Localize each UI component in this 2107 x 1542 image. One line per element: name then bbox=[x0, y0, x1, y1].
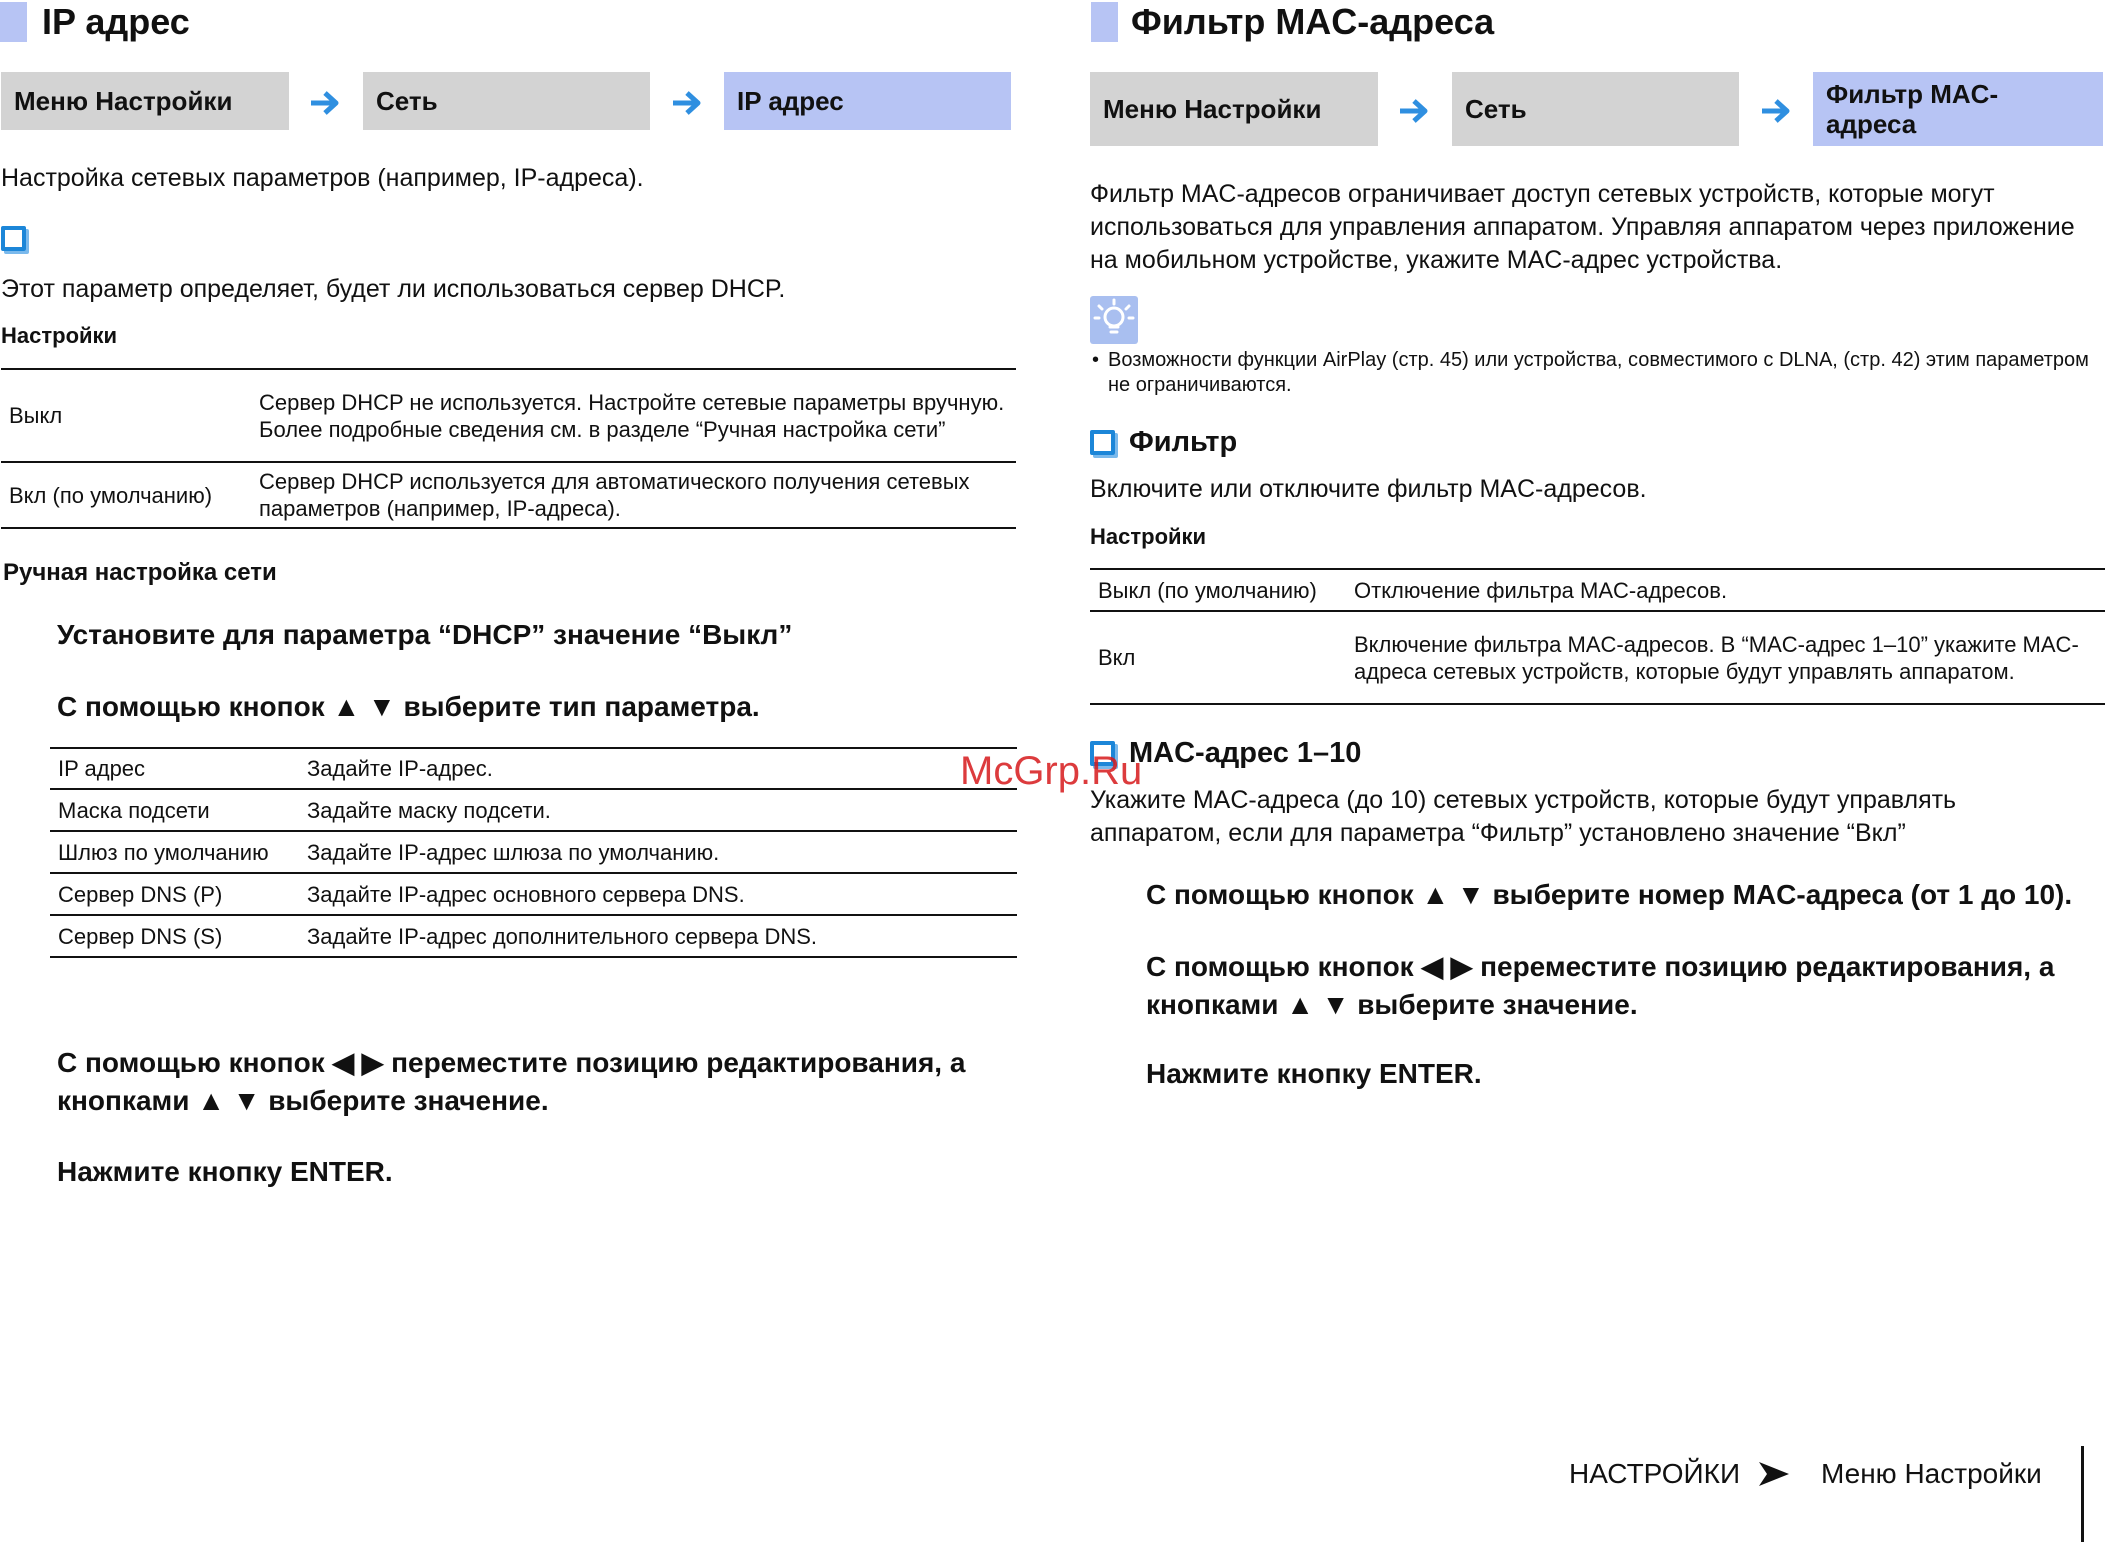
chevron-right-icon bbox=[1757, 1460, 1791, 1488]
arrow-right-icon bbox=[671, 89, 703, 117]
arrow-right-icon bbox=[1760, 97, 1792, 125]
footer-section-link[interactable]: НАСТРОЙКИ bbox=[1569, 1458, 1741, 1489]
page-title-ip: IP адрес bbox=[42, 1, 190, 42]
table-row bbox=[1090, 569, 2105, 611]
dhcp-description: Этот параметр определяет, будет ли использоваться сервер DHCP. bbox=[1, 275, 786, 303]
step-2: С помощью кнопок ◀ ▶ переместите позицию редактирования, а кнопками ▲ ▼ выберите значение. bbox=[1146, 951, 2055, 1020]
mac-address-heading-label: MAC-адрес 1–10 bbox=[1129, 737, 1362, 769]
footer-divider bbox=[2081, 1446, 2084, 1542]
table-cell-param: IP адрес bbox=[58, 756, 146, 781]
bullet-icon: • bbox=[1092, 349, 1100, 371]
table-row bbox=[1090, 611, 2105, 704]
filter-description: Включите или отключите фильтр MAC-адресов. bbox=[1090, 475, 1647, 503]
table-cell-setting: Вкл (по умолчанию) bbox=[9, 482, 213, 508]
tip-text: Возможности функции AirPlay (стр. 45) или устройства, совместимого с DLNA, (стр. 42) этим параметром не ограничиваются. bbox=[1108, 349, 2089, 396]
manual-setup-heading: Ручная настройка сети bbox=[3, 559, 277, 586]
filter-heading bbox=[1090, 425, 1237, 459]
table-cell-desc: Задайте IP-адрес дополнительного сервера DNS. bbox=[307, 923, 818, 949]
section-marker bbox=[0, 2, 27, 42]
table-cell-setting: Выкл bbox=[9, 403, 63, 428]
table-cell-setting: Вкл bbox=[1098, 645, 1136, 670]
page-title-mac: Фильтр MAC-адреса bbox=[1131, 1, 1495, 42]
step-3: Нажмите кнопку ENTER. bbox=[1146, 1058, 1482, 1089]
checkbox-icon bbox=[1090, 430, 1115, 455]
step-2: С помощью кнопок ▲ ▼ выберите тип параметра. bbox=[57, 691, 760, 722]
table-cell-desc: Задайте IP-адрес основного сервера DNS. bbox=[307, 881, 745, 907]
table-cell-desc: Сервер DHCP используется для автоматического получения сетевых параметров (например, IP-адреса). bbox=[259, 469, 970, 521]
mac-address-description: Укажите MAC-адреса (до 10) сетевых устройств, которые будут управлять аппаратом, если для параметра “Фильтр” установлено значение “Вкл” bbox=[1090, 786, 1957, 847]
watermark: McGrp.Ru bbox=[960, 749, 1143, 793]
table-cell-desc: Сервер DHCP не используется. Настройте сетевые параметры вручную. Более подробные сведения см. в разделе “Ручная настройка сети” bbox=[259, 389, 1005, 442]
dhcp-table bbox=[1, 368, 1016, 529]
lightbulb-icon bbox=[1090, 296, 1138, 344]
table-row bbox=[50, 831, 1017, 873]
footer-page-link[interactable]: Меню Настройки bbox=[1821, 1458, 2042, 1489]
arrow-right-icon bbox=[1398, 97, 1430, 125]
table-cell-param: Сервер DNS (S) bbox=[58, 923, 223, 949]
table-row bbox=[50, 873, 1017, 915]
dhcp-heading bbox=[1, 226, 40, 251]
tip-note bbox=[1092, 348, 2092, 398]
table-row bbox=[1, 369, 1016, 462]
step-3: С помощью кнопок ◀ ▶ переместите позицию редактирования, а кнопками ▲ ▼ выберите значение. bbox=[57, 1047, 966, 1116]
table-cell-param: Шлюз по умолчанию bbox=[58, 839, 269, 865]
table-cell-desc: Задайте IP-адрес шлюза по умолчанию. bbox=[307, 839, 720, 865]
table-cell-desc: Задайте маску подсети. bbox=[307, 797, 551, 823]
table-row bbox=[50, 789, 1017, 831]
settings-label: Настройки bbox=[1090, 524, 1207, 549]
table-cell-setting: Выкл (по умолчанию) bbox=[1098, 577, 1317, 603]
breadcrumb-item-network[interactable]: Сеть bbox=[363, 72, 650, 130]
breadcrumb-item-mac-filter: Фильтр MAC-адреса bbox=[1813, 72, 2103, 146]
breadcrumb-item-menu[interactable]: Меню Настройки bbox=[1090, 72, 1378, 146]
table-row bbox=[1, 462, 1016, 528]
table-row bbox=[50, 915, 1017, 957]
intro-text: Фильтр MAC-адресов ограничивает доступ сетевых устройств, которые могут использоваться для управления аппаратом. Управляя аппаратом через приложение на мобильном устройстве, укажите MAC-адрес устройства. bbox=[1090, 180, 2075, 274]
checkbox-icon bbox=[1, 226, 26, 251]
step-1: Установите для параметра “DHCP” значение “Выкл” bbox=[57, 619, 793, 650]
arrow-right-icon bbox=[309, 89, 341, 117]
breadcrumb-item-menu[interactable]: Меню Настройки bbox=[1, 72, 289, 130]
step-4: Нажмите кнопку ENTER. bbox=[57, 1156, 393, 1187]
settings-label: Настройки bbox=[1, 323, 118, 348]
breadcrumb-item-ip: IP адрес bbox=[724, 72, 1011, 130]
parameter-table bbox=[50, 747, 1017, 958]
intro-text: Настройка сетевых параметров (например, IP-адреса). bbox=[1, 164, 644, 192]
table-cell-desc: Отключение фильтра MAC-адресов. bbox=[1354, 577, 1728, 603]
table-cell-desc: Задайте IP-адрес. bbox=[307, 756, 493, 781]
section-marker bbox=[1091, 2, 1118, 42]
filter-table bbox=[1090, 568, 2105, 705]
table-cell-param: Сервер DNS (P) bbox=[58, 881, 223, 907]
table-cell-param: Маска подсети bbox=[58, 797, 210, 823]
breadcrumb-item-network[interactable]: Сеть bbox=[1452, 72, 1739, 146]
filter-heading-label: Фильтр bbox=[1129, 426, 1238, 458]
table-row bbox=[50, 748, 1017, 789]
table-cell-desc: Включение фильтра MAC-адресов. В “MAC-адрес 1–10” укажите MAC-адреса сетевых устройств, которые будут управлять аппаратом. bbox=[1354, 631, 2079, 684]
step-1: С помощью кнопок ▲ ▼ выберите номер MAC-адреса (от 1 до 10). bbox=[1146, 879, 2073, 910]
